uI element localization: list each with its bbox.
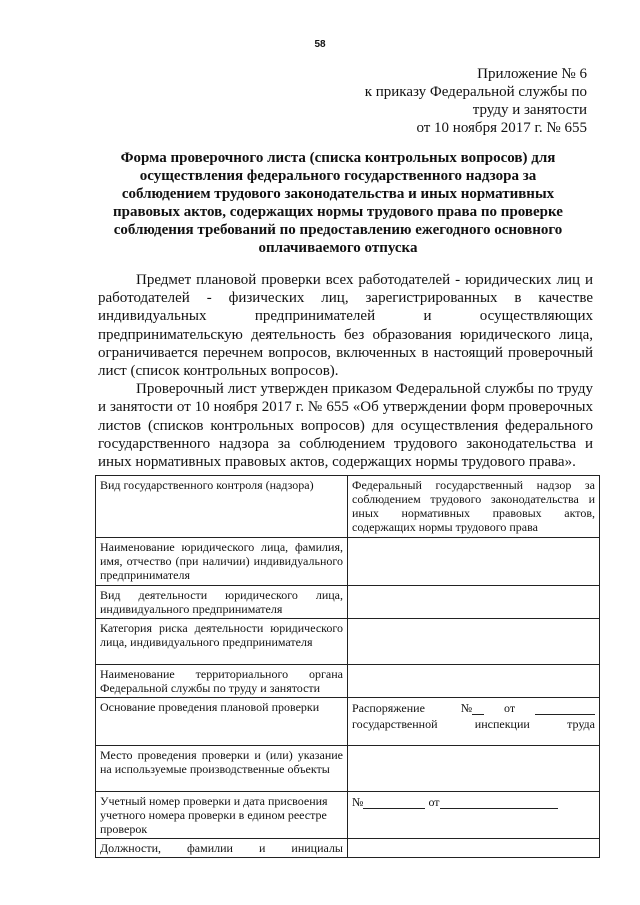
row-label: Должности, фамилии и инициалы xyxy=(96,839,348,858)
row-label: Вид государственного контроля (надзора) xyxy=(96,476,348,538)
table-row xyxy=(96,586,600,619)
order-prefix: Распоряжение xyxy=(352,701,425,715)
row-label: Наименование территориального органа Федеральной службы по труду и занятости xyxy=(96,665,348,698)
appendix-line: от 10 ноября 2017 г. № 655 xyxy=(416,120,587,136)
row-value: Федеральный государственный надзор за соблюдением трудового законодательства и иных нормативных правовых актов, содержащих нормы трудового права xyxy=(348,476,600,538)
registry-number-label: № xyxy=(352,795,364,809)
table-row xyxy=(96,839,600,858)
table-row xyxy=(96,665,600,698)
table-row xyxy=(96,698,600,746)
page-number: 58 xyxy=(314,39,326,50)
row-value xyxy=(348,698,600,746)
appendix-header xyxy=(307,65,587,137)
table-row xyxy=(96,619,600,665)
paragraph: Предмет плановой проверки всех работодателей - юридических лиц и работодателей - физических лиц, зарегистрированных в качестве индивидуальных предпринимателей и осуществляющих предпринимательскую деятельность без образования юридического лица, ограничивается перечнем вопросов, включенных в настоящий проверочный лист (список контрольных вопросов). xyxy=(98,272,593,380)
row-label: Наименование юридического лица, фамилия, имя, отчество (при наличии) индивидуального предпринимателя xyxy=(96,538,348,586)
row-value xyxy=(348,619,600,665)
row-label: Место проведения проверки и (или) указание на используемые производственные объекты xyxy=(96,746,348,792)
table-row xyxy=(96,476,600,538)
row-value xyxy=(348,792,600,839)
order-rest: государственной инспекции труда xyxy=(352,717,595,731)
row-label: Вид деятельности юридического лица, индивидуального предпринимателя xyxy=(96,586,348,619)
row-value xyxy=(348,746,600,792)
row-value xyxy=(348,665,600,698)
table-row xyxy=(96,538,600,586)
row-label: Учетный номер проверки и дата присвоения учетного номера проверки в едином реестре проверок xyxy=(96,792,348,839)
registry-number-blank xyxy=(363,794,425,809)
appendix-line: труду и занятости xyxy=(472,102,587,118)
order-number-blank xyxy=(472,700,484,715)
order-date-label: от xyxy=(504,701,516,715)
order-number-label: № xyxy=(460,701,473,715)
checklist-table xyxy=(95,475,600,858)
row-value xyxy=(348,538,600,586)
appendix-line: Приложение № 6 xyxy=(477,66,587,82)
body-text xyxy=(98,271,593,471)
order-date-blank xyxy=(535,700,595,715)
row-label: Категория риска деятельности юридического лица, индивидуального предпринимателя xyxy=(96,619,348,665)
table-row xyxy=(96,746,600,792)
row-label: Основание проведения плановой проверки xyxy=(96,698,348,746)
document-title: Форма проверочного листа (списка контрольных вопросов) для осуществления федерального государственного надзора за соблюдением трудового законодательства и иных нормативных правовых актов, содержащих нормы трудового права по проверке соблюдения требований по предоставлению ежегодного основного оплачиваемого отпуска xyxy=(113,150,563,256)
paragraph: Проверочный лист утвержден приказом Федеральной службы по труду и занятости от 10 ноября 2017 г. № 655 «Об утверждении форм проверочных листов (списков контрольных вопросов) для осуществления федерального государственного надзора за соблюдением трудового законодательства и иных нормативных правовых актов, содержащих нормы трудового права». xyxy=(98,381,593,471)
appendix-line: к приказу Федеральной службы по xyxy=(364,84,587,100)
table-row xyxy=(96,792,600,839)
row-value xyxy=(348,586,600,619)
registry-date-blank xyxy=(440,794,558,809)
registry-date-label: от xyxy=(428,795,440,809)
row-value xyxy=(348,839,600,858)
